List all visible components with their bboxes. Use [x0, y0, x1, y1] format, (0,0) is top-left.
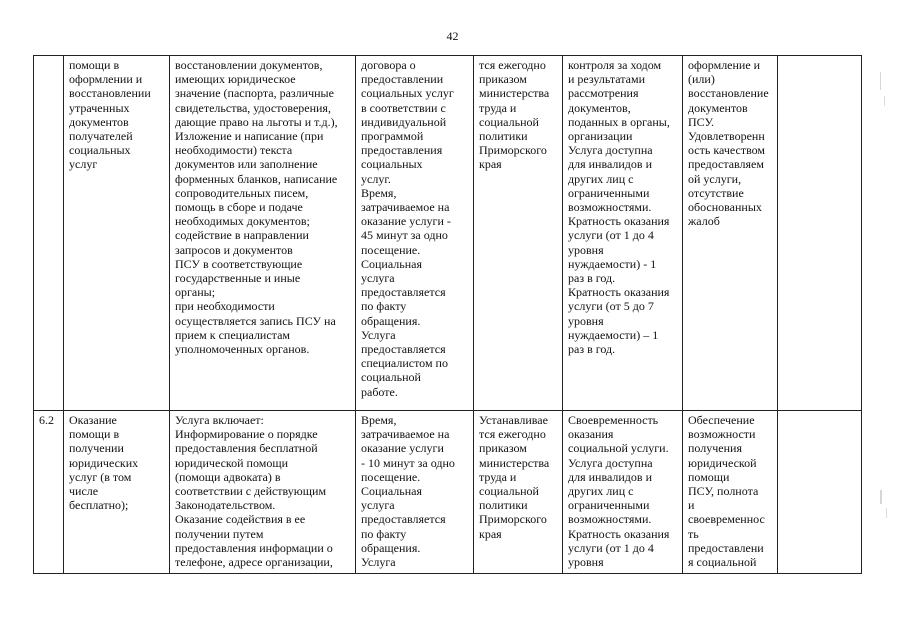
service-quality-cell: Обеспечение возможности получения юридической помощи ПСУ, полнота и своевременнос ть предоставлени я социальной: [683, 411, 778, 574]
row-number-cell: 6.2: [34, 411, 64, 574]
service-name-cell: Оказание помощи в получении юридических услуг (в том числе бесплатно);: [64, 411, 170, 574]
service-conditions-cell: контроля за ходом и результатами рассмотрения документов, поданных в органы, организации Услуга доступна для инвалидов и других лиц с ограниченными возможностями. Кратность оказания услуги (от 1 до 4 уровня нуждаемости) - 1 раз в год. Кратность оказания услуги (от 5 до 7 уровня нуждаемости) – 1 раз в год.: [563, 56, 683, 411]
service-extra-cell: [778, 56, 862, 411]
scan-artifact: [884, 96, 885, 106]
service-tariff-cell: тся ежегодно приказом министерства труда и социальной политики Приморского края: [474, 56, 563, 411]
table-row: [34, 411, 862, 574]
page-number: 42: [446, 29, 459, 43]
scan-artifact: [880, 490, 882, 504]
row-number-cell: [34, 56, 64, 411]
service-volume-cell: Время, затрачиваемое на оказание услуги - 10 минут за одно посещение. Социальная услуга предоставляется по факту обращения. Услуга: [356, 411, 474, 574]
service-description-cell: восстановлении документов, имеющих юридическое значение (паспорта, различные свидетельства, удостоверения, дающие право на льготы и т.д.), Изложение и написание (при необходимости) текста документов или заполнение форменных бланков, написание сопроводительных писем, помощь в сборе и подаче необходимых документов; содействие в направлении запросов и документов ПСУ в соответствующие государственные и иные органы; при необходимости осуществляется запись ПСУ на прием к специалистам уполномоченных органов.: [170, 56, 356, 411]
table-row: [34, 56, 862, 411]
service-extra-cell: [778, 411, 862, 574]
service-description-cell: Услуга включает: Информирование о порядке предоставления бесплатной юридической помощи (помощи адвоката) в соответствии с действующим Законодательством. Оказание содействия в ее получении путем предоставления информации о телефоне, адресе организации,: [170, 411, 356, 574]
service-volume-cell: договора о предоставлении социальных услуг в соответствии с индивидуальной программой предоставления социальных услуг. Время, затрачиваемое на оказание услуги - 45 минут за одно посещение. Социальная услуга предоставляется по факту обращения. Услуга предоставляется специалистом по социальной работе.: [356, 56, 474, 411]
service-quality-cell: оформление и (или) восстановление документов ПСУ. Удовлетворенн ость качеством предоставляем ой услуги, отсутствие обоснованных жалоб: [683, 56, 778, 411]
scan-artifact: [886, 508, 887, 518]
service-conditions-cell: Своевременность оказания социальной услуги. Услуга доступна для инвалидов и других лиц с ограниченными возможностями. Кратность оказания услуги (от 1 до 4 уровня: [563, 411, 683, 574]
scan-artifact: [880, 72, 881, 90]
service-name-cell: помощи в оформлении и восстановлении утраченных документов получателей социальных услуг: [64, 56, 170, 411]
service-tariff-cell: Устанавливае тся ежегодно приказом министерства труда и социальной политики Приморского края: [474, 411, 563, 574]
services-table: [33, 55, 862, 574]
